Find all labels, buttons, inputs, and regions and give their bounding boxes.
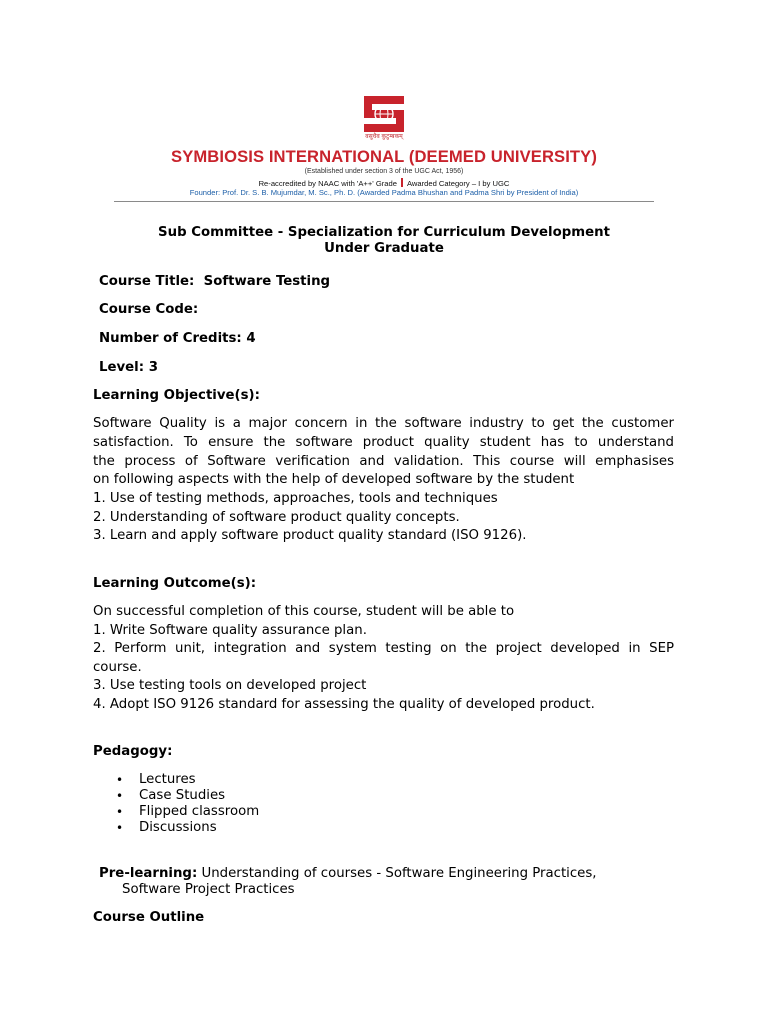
- outcome-item: 1. Write Software quality assurance plan.: [93, 623, 367, 638]
- objective-item: 3. Learn and apply software product quality standard (ISO 9126).: [93, 528, 527, 543]
- course-code-row: [99, 302, 198, 317]
- tagline: वसुधैव कुटुम्बकम्: [365, 133, 403, 140]
- pedagogy-item: Lectures: [139, 772, 196, 787]
- course-title-value: Software Testing: [203, 274, 331, 289]
- bullet-icon: •: [116, 773, 124, 787]
- outcomes-heading: Learning Outcome(s):: [93, 576, 257, 591]
- course-code-label: Course Code:: [99, 302, 199, 317]
- objective-item: 1. Use of testing methods, approaches, tools and techniques: [93, 491, 498, 506]
- objective-item: 2. Understanding of software product quality concepts.: [93, 510, 460, 525]
- level-label: Level:: [99, 360, 145, 375]
- prelearning-text-continuation: Software Project Practices: [122, 882, 295, 897]
- university-name: SYMBIOSIS INTERNATIONAL (DEEMED UNIVERSITY): [171, 147, 597, 166]
- accreditation-ugc: Awarded Category – I by UGC: [406, 179, 510, 188]
- outcome-item-continuation: course.: [93, 660, 142, 675]
- objectives-paragraph-line: satisfaction. To ensure the software product quality student has to understand: [93, 435, 674, 450]
- accreditation-naac: Re-accredited by NAAC with 'A++' Grade: [258, 179, 397, 188]
- course-credits-row: [99, 331, 256, 346]
- pedagogy-heading: Pedagogy:: [93, 744, 173, 759]
- establishment-note: (Established under section 3 of the UGC Act, 1956): [304, 168, 464, 175]
- bullet-icon: •: [116, 805, 124, 819]
- objectives-heading: Learning Objective(s):: [93, 388, 260, 403]
- accreditation-line: [0, 178, 768, 188]
- document-title-line1: Sub Committee - Specialization for Curriculum Development: [158, 225, 610, 240]
- outcome-item: 4. Adopt ISO 9126 standard for assessing the quality of developed product.: [93, 697, 595, 712]
- objectives-paragraph-line: the process of Software verification and validation. This course will emphasises: [93, 454, 674, 469]
- course-title-row: [99, 274, 330, 289]
- outcomes-intro: On successful completion of this course, student will be able to: [93, 604, 515, 619]
- course-outline-heading: Course Outline: [93, 910, 205, 925]
- outcome-item: 2. Perform unit, integration and system testing on the project developed in SEP: [93, 641, 674, 656]
- document-title-line2: Under Graduate: [324, 241, 444, 256]
- prelearning-row: [99, 866, 597, 881]
- level-value: 3: [148, 360, 158, 375]
- outcome-item: 3. Use testing tools on developed project: [93, 678, 367, 693]
- credits-label: Number of Credits:: [99, 331, 242, 346]
- pedagogy-item: Flipped classroom: [139, 804, 260, 819]
- objectives-paragraph-line: Software Quality is a major concern in the software industry to get the customer: [93, 416, 674, 431]
- prelearning-text: Understanding of courses - Software Engineering Practices,: [201, 866, 597, 881]
- bullet-icon: •: [116, 789, 124, 803]
- course-level-row: [99, 360, 158, 375]
- course-title-label: Course Title:: [99, 274, 195, 289]
- credits-value: 4: [246, 331, 256, 346]
- header-divider: [114, 201, 654, 202]
- bullet-icon: •: [116, 821, 124, 835]
- founder-line: Founder: Prof. Dr. S. B. Mujumdar, M. Sc., Ph. D. (Awarded Padma Bhushan and Padma Shri by President of India): [189, 188, 579, 197]
- pedagogy-item: Case Studies: [139, 788, 226, 803]
- pedagogy-item: Discussions: [139, 820, 217, 835]
- objectives-paragraph-last-line: on following aspects with the help of developed software by the student: [93, 472, 575, 487]
- prelearning-label: Pre-learning:: [99, 866, 198, 881]
- accreditation-divider: [401, 178, 403, 187]
